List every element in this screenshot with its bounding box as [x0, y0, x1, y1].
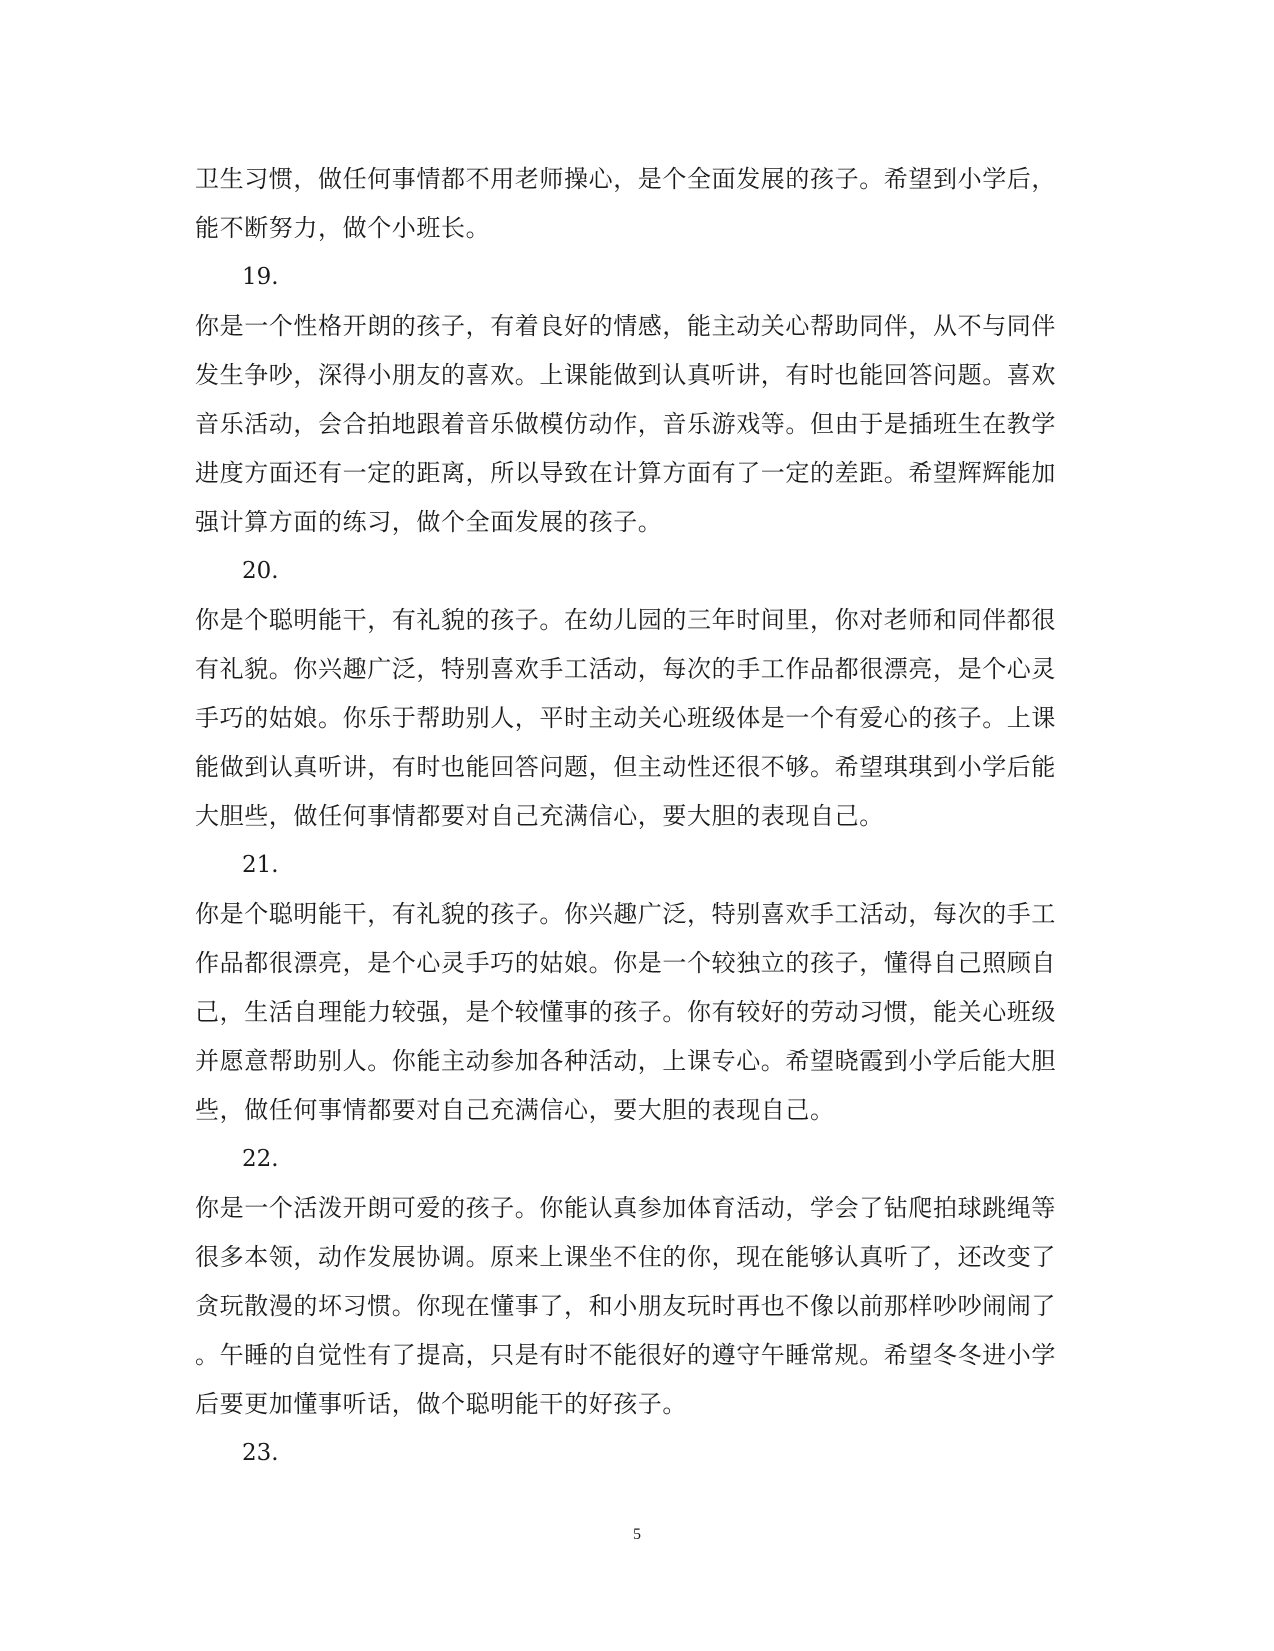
entry-number: 22.	[242, 1146, 279, 1172]
text-line: 音乐活动，会合拍地跟着音乐做模仿动作，音乐游戏等。但由于是插班生在教学	[195, 410, 1056, 438]
entry-number: 21.	[242, 852, 279, 878]
text-line: 你是个聪明能干，有礼貌的孩子。在幼儿园的三年时间里，你对老师和同伴都很	[195, 606, 1056, 634]
text-line: 你是个聪明能干，有礼貌的孩子。你兴趣广泛，特别喜欢手工活动，每次的手工	[195, 900, 1056, 928]
document-body	[195, 155, 1075, 1478]
entry-19	[195, 253, 1075, 547]
text-line: 。午睡的自觉性有了提高，只是有时不能很好的遵守午睡常规。希望冬冬进小学	[195, 1341, 1056, 1369]
page-number: 5	[633, 1526, 641, 1543]
entry-number: 19.	[242, 264, 279, 290]
text-line: 很多本领，动作发展协调。原来上课坐不住的你，现在能够认真听了，还改变了	[195, 1243, 1056, 1271]
text-line: 进度方面还有一定的距离，所以导致在计算方面有了一定的差距。希望辉辉能加	[195, 459, 1056, 487]
text-line: 有礼貌。你兴趣广泛，特别喜欢手工活动，每次的手工作品都很漂亮，是个心灵	[195, 655, 1056, 683]
entry-22	[195, 1135, 1075, 1429]
text-line: 你是一个性格开朗的孩子，有着良好的情感，能主动关心帮助同伴，从不与同伴	[195, 312, 1056, 340]
text-line: 大胆些，做任何事情都要对自己充满信心，要大胆的表现自己。	[195, 802, 884, 830]
text-line: 些，做任何事情都要对自己充满信心，要大胆的表现自己。	[195, 1096, 835, 1124]
entry-21	[195, 841, 1075, 1135]
text-line: 己，生活自理能力较强，是个较懂事的孩子。你有较好的劳动习惯，能关心班级	[195, 998, 1056, 1026]
text-line: 卫生习惯，做任何事情都不用老师操心，是个全面发展的孩子。希望到小学后，	[195, 165, 1056, 193]
text-line: 作品都很漂亮，是个心灵手巧的姑娘。你是一个较独立的孩子，懂得自己照顾自	[195, 949, 1056, 977]
text-line: 能不断努力，做个小班长。	[195, 214, 491, 242]
text-line: 能做到认真听讲，有时也能回答问题，但主动性还很不够。希望琪琪到小学后能	[195, 753, 1056, 781]
text-line: 贪玩散漫的坏习惯。你现在懂事了，和小朋友玩时再也不像以前那样吵吵闹闹了	[195, 1292, 1056, 1320]
entry-number: 23.	[242, 1440, 279, 1466]
intro-paragraph	[195, 155, 1075, 253]
text-line: 并愿意帮助别人。你能主动参加各种活动，上课专心。希望晓霞到小学后能大胆	[195, 1047, 1056, 1075]
text-line: 后要更加懂事听话，做个聪明能干的好孩子。	[195, 1390, 687, 1418]
entry-number: 20.	[242, 558, 279, 584]
entry-20	[195, 547, 1075, 841]
text-line: 强计算方面的练习，做个全面发展的孩子。	[195, 508, 663, 536]
entry-23	[195, 1429, 1075, 1478]
text-line: 发生争吵，深得小朋友的喜欢。上课能做到认真听讲，有时也能回答问题。喜欢	[195, 361, 1056, 389]
text-line: 你是一个活泼开朗可爱的孩子。你能认真参加体育活动，学会了钻爬拍球跳绳等	[195, 1194, 1056, 1222]
text-line: 手巧的姑娘。你乐于帮助别人，平时主动关心班级体是一个有爱心的孩子。上课	[195, 704, 1056, 732]
